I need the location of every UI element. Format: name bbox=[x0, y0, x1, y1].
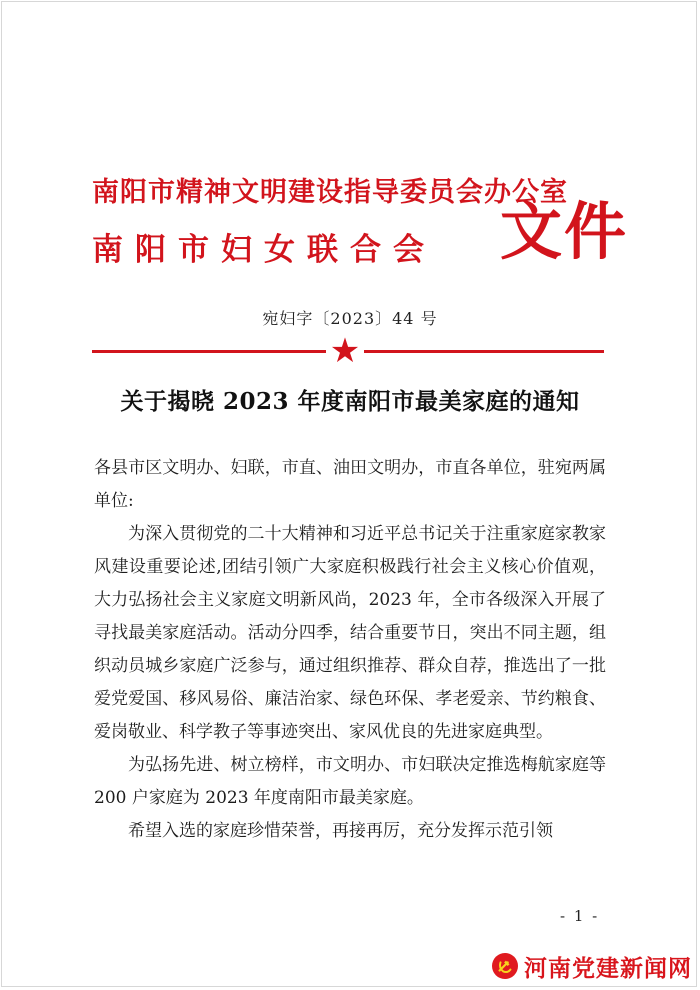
star-icon: ★ bbox=[329, 331, 361, 371]
document-number: 宛妇字〔2023〕44 号 bbox=[262, 309, 438, 328]
watermark bbox=[492, 950, 692, 982]
page-number: - 1 - bbox=[560, 907, 600, 925]
issuer-line-1: 南阳市精神文明建设指导委员会办公室 bbox=[92, 177, 568, 208]
red-separator-right bbox=[364, 350, 604, 353]
body-paragraph: 为弘扬先进、树立榜样，市文明办、市妇联决定推选梅航家庭等 200 户家庭为 2023 年度南阳市最美家庭。 bbox=[94, 755, 606, 808]
document-suffix: 文件 bbox=[500, 195, 629, 268]
body-paragraph: 为深入贯彻党的二十大精神和习近平总书记关于注重家庭家教家风建设重要论述,团结引领广大家庭积极践行社会主义核心价值观，大力弘扬社会主义家庭文明新风尚，2023 年，全市各级深入开展了寻找最美家庭活动。活动分四季，结合重要节日，突出不同主题，组织动员城乡家庭广泛参与，通过组织推荐、群众自荐，推选出了一批爱党爱国、移风易俗、廉洁治家、绿色环保、孝老爱亲、节约粮食、爱岗敬业、科学教子等事迹突出、家风优良的先进家庭典型。 bbox=[94, 524, 606, 742]
issuer-line-2: 南阳市妇女联合会 bbox=[92, 232, 436, 268]
red-separator-left bbox=[92, 350, 326, 353]
salutation: 各县市区文明办、妇联，市直、油田文明办，市直各单位，驻宛两属单位: bbox=[94, 458, 606, 511]
body-paragraph: 希望入选的家庭珍惜荣誉，再接再厉，充分发挥示范引领 bbox=[128, 821, 553, 841]
document-body bbox=[94, 452, 606, 848]
document-title: 关于揭晓 2023 年度南阳市最美家庭的通知 bbox=[120, 388, 580, 415]
party-emblem-icon bbox=[492, 953, 518, 979]
watermark-text: 河南党建新闻网 bbox=[524, 955, 692, 982]
